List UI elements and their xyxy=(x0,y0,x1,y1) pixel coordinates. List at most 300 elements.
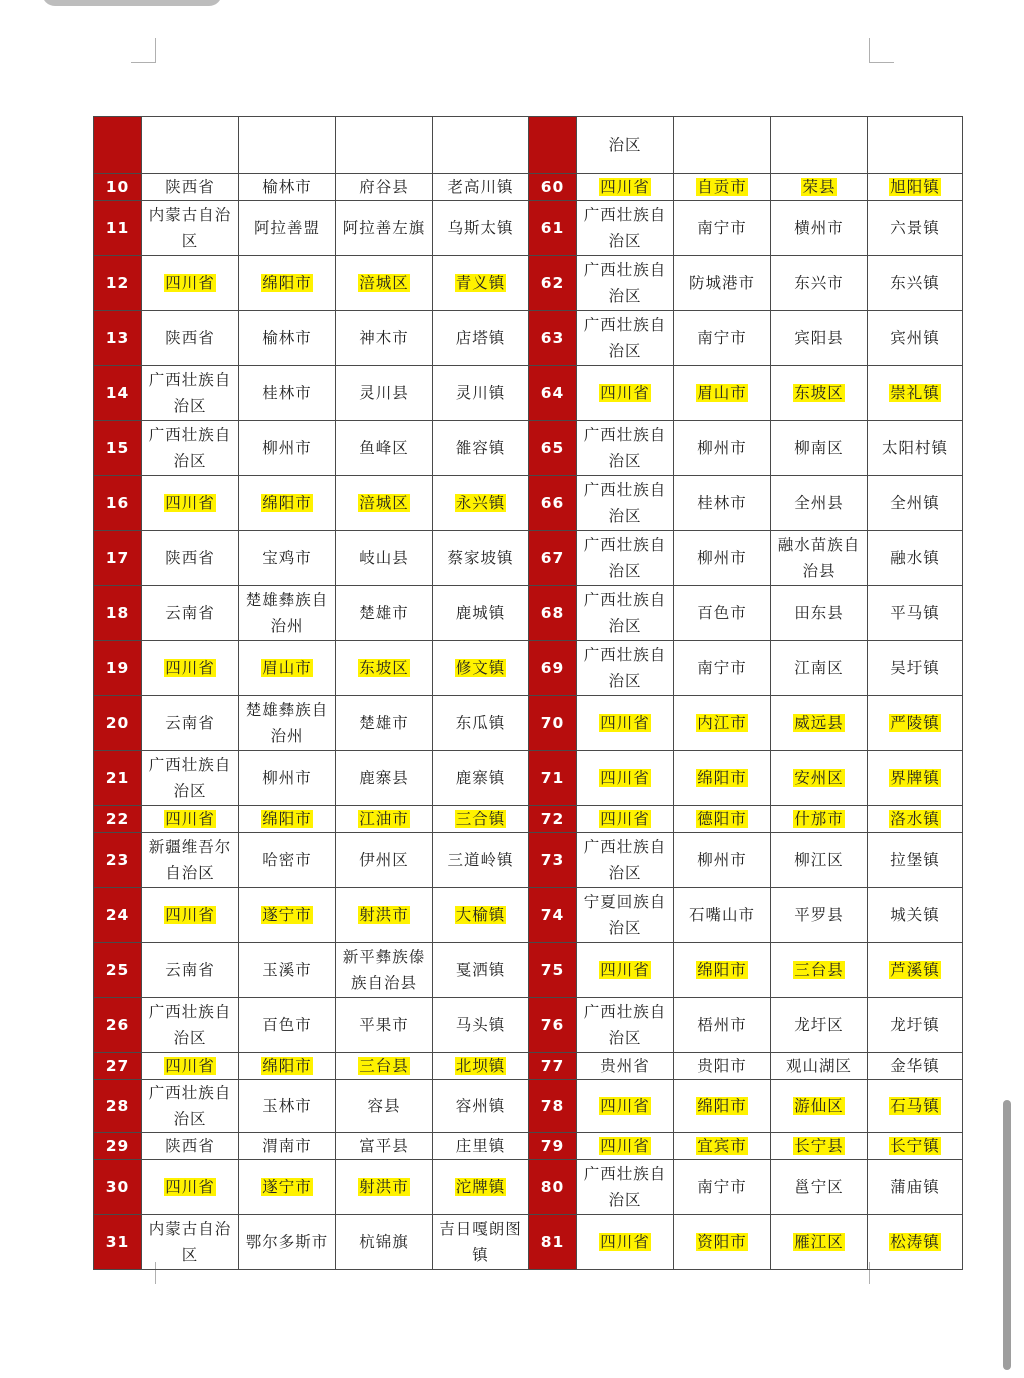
county-cell xyxy=(336,1080,433,1133)
crop-mark-top-right xyxy=(869,38,894,63)
province-text: 内蒙古自治区 xyxy=(148,206,232,250)
county-text: 容县 xyxy=(367,1097,401,1115)
county-text: 灵川县 xyxy=(359,384,409,402)
county-text: 射洪市 xyxy=(359,906,409,924)
county-cell xyxy=(771,311,868,366)
province-text: 广西壮族自治区 xyxy=(583,591,667,635)
province-text: 陕西省 xyxy=(165,178,215,196)
province-cell xyxy=(577,696,674,751)
county-text: 龙圩区 xyxy=(794,1016,844,1034)
city-text: 楚雄彝族自治州 xyxy=(245,701,329,745)
county-cell xyxy=(771,751,868,806)
city-text: 榆林市 xyxy=(262,329,312,347)
table-row xyxy=(94,751,963,806)
county-text: 楚雄市 xyxy=(359,604,409,622)
county-text: 邕宁区 xyxy=(794,1178,844,1196)
town-text: 严陵镇 xyxy=(890,714,940,732)
city-cell xyxy=(239,1080,336,1133)
town-text: 三道岭镇 xyxy=(447,851,514,869)
row-number: 66 xyxy=(529,476,577,531)
row-number: 75 xyxy=(529,943,577,998)
row-number xyxy=(529,117,577,174)
province-cell xyxy=(142,751,239,806)
row-number: 29 xyxy=(94,1133,142,1160)
town-cell xyxy=(868,1080,963,1133)
table-row xyxy=(94,421,963,476)
province-text: 新疆维吾尔自治区 xyxy=(148,838,232,882)
row-number: 68 xyxy=(529,586,577,641)
town-text: 洛水镇 xyxy=(890,810,940,828)
province-cell xyxy=(142,586,239,641)
city-text: 梧州市 xyxy=(697,1016,747,1034)
row-number: 65 xyxy=(529,421,577,476)
county-cell xyxy=(336,998,433,1053)
city-text: 桂林市 xyxy=(697,494,747,512)
table-row xyxy=(94,998,963,1053)
province-cell xyxy=(577,1080,674,1133)
city-cell xyxy=(239,1215,336,1270)
town-cell xyxy=(868,998,963,1053)
province-cell xyxy=(577,888,674,943)
province-cell xyxy=(577,476,674,531)
county-cell xyxy=(336,201,433,256)
city-text: 绵阳市 xyxy=(697,961,747,979)
city-text: 楚雄彝族自治州 xyxy=(245,591,329,635)
county-cell xyxy=(771,833,868,888)
town-text: 北坝镇 xyxy=(455,1057,506,1075)
county-text: 东坡区 xyxy=(359,659,409,677)
town-cell xyxy=(868,751,963,806)
county-text: 全州县 xyxy=(794,494,844,512)
town-cell xyxy=(433,201,529,256)
town-text: 雒容镇 xyxy=(455,439,506,457)
row-number: 70 xyxy=(529,696,577,751)
town-cell xyxy=(433,366,529,421)
city-cell xyxy=(674,586,771,641)
row-number: 17 xyxy=(94,531,142,586)
row-number: 31 xyxy=(94,1215,142,1270)
city-text: 阿拉善盟 xyxy=(253,219,320,237)
town-cell xyxy=(868,943,963,998)
row-number: 13 xyxy=(94,311,142,366)
town-text: 吴圩镇 xyxy=(890,659,940,677)
town-text: 东兴镇 xyxy=(890,274,940,292)
province-text: 陕西省 xyxy=(165,549,215,567)
county-text: 伊州区 xyxy=(359,851,409,869)
city-cell xyxy=(674,201,771,256)
city-cell xyxy=(674,1080,771,1133)
province-text: 四川省 xyxy=(165,906,215,924)
county-text: 三台县 xyxy=(794,961,844,979)
county-text: 观山湖区 xyxy=(785,1057,852,1075)
town-list-table xyxy=(93,116,963,1270)
town-cell xyxy=(868,1133,963,1160)
town-cell xyxy=(433,833,529,888)
table-row xyxy=(94,256,963,311)
row-number: 81 xyxy=(529,1215,577,1270)
row-number: 12 xyxy=(94,256,142,311)
province-text: 四川省 xyxy=(165,274,215,292)
town-cell xyxy=(433,888,529,943)
province-text: 广西壮族自治区 xyxy=(148,426,232,470)
city-cell xyxy=(674,943,771,998)
row-number: 11 xyxy=(94,201,142,256)
city-text: 渭南市 xyxy=(262,1137,312,1155)
province-cell xyxy=(142,806,239,833)
county-text: 三台县 xyxy=(359,1057,409,1075)
city-cell xyxy=(239,311,336,366)
city-cell xyxy=(239,641,336,696)
county-cell xyxy=(771,1215,868,1270)
city-cell xyxy=(239,531,336,586)
province-cell xyxy=(142,366,239,421)
town-cell xyxy=(433,1133,529,1160)
scrollbar[interactable] xyxy=(1003,1100,1011,1370)
city-cell xyxy=(239,833,336,888)
crop-mark-top-left xyxy=(131,38,156,63)
county-cell xyxy=(771,421,868,476)
town-cell xyxy=(433,1160,529,1215)
city-text: 防城港市 xyxy=(688,274,755,292)
county-cell xyxy=(336,696,433,751)
row-number: 78 xyxy=(529,1080,577,1133)
town-cell xyxy=(868,174,963,201)
province-cell xyxy=(142,476,239,531)
county-text: 宾阳县 xyxy=(794,329,844,347)
town-text: 庄里镇 xyxy=(455,1137,506,1155)
province-cell xyxy=(142,531,239,586)
city-cell xyxy=(239,201,336,256)
province-cell xyxy=(577,586,674,641)
row-number: 73 xyxy=(529,833,577,888)
province-text: 广西壮族自治区 xyxy=(148,371,232,415)
top-handle xyxy=(42,0,222,6)
city-text: 绵阳市 xyxy=(697,1097,747,1115)
city-text: 绵阳市 xyxy=(262,274,312,292)
town-cell xyxy=(433,476,529,531)
town-cell xyxy=(433,751,529,806)
county-cell xyxy=(336,311,433,366)
province-cell xyxy=(577,751,674,806)
province-text: 四川省 xyxy=(600,1097,650,1115)
row-number: 10 xyxy=(94,174,142,201)
county-text: 游仙区 xyxy=(794,1097,844,1115)
town-cell xyxy=(433,641,529,696)
city-text: 玉溪市 xyxy=(262,961,312,979)
county-text: 雁江区 xyxy=(794,1233,844,1251)
province-cell xyxy=(577,311,674,366)
city-cell xyxy=(674,1053,771,1080)
province-cell xyxy=(142,888,239,943)
town-text: 界牌镇 xyxy=(890,769,940,787)
province-text: 四川省 xyxy=(600,178,650,196)
city-cell xyxy=(674,806,771,833)
town-cell xyxy=(868,201,963,256)
city-cell xyxy=(674,696,771,751)
county-cell xyxy=(336,366,433,421)
province-text: 陕西省 xyxy=(165,329,215,347)
town-text: 六景镇 xyxy=(890,219,940,237)
town-cell xyxy=(868,117,963,174)
city-cell xyxy=(239,943,336,998)
row-number: 21 xyxy=(94,751,142,806)
county-text: 神木市 xyxy=(359,329,409,347)
province-cell xyxy=(577,256,674,311)
table-row xyxy=(94,1053,963,1080)
town-cell xyxy=(433,943,529,998)
county-cell xyxy=(771,476,868,531)
city-text: 桂林市 xyxy=(262,384,312,402)
town-cell xyxy=(433,421,529,476)
county-cell xyxy=(336,751,433,806)
province-cell xyxy=(577,1133,674,1160)
city-cell xyxy=(674,833,771,888)
town-cell xyxy=(433,117,529,174)
row-number: 15 xyxy=(94,421,142,476)
row-number: 67 xyxy=(529,531,577,586)
row-number: 77 xyxy=(529,1053,577,1080)
province-text: 广西壮族自治区 xyxy=(583,838,667,882)
city-text: 眉山市 xyxy=(697,384,747,402)
row-number: 69 xyxy=(529,641,577,696)
town-cell xyxy=(868,256,963,311)
province-text: 内蒙古自治区 xyxy=(148,1220,232,1264)
town-text: 乌斯太镇 xyxy=(447,219,514,237)
city-cell xyxy=(674,888,771,943)
town-text: 鹿城镇 xyxy=(455,604,506,622)
town-cell xyxy=(433,256,529,311)
county-text: 新平彝族傣族自治县 xyxy=(342,948,426,992)
city-cell xyxy=(239,421,336,476)
city-text: 绵阳市 xyxy=(262,810,312,828)
county-text: 柳江区 xyxy=(794,851,844,869)
city-text: 绵阳市 xyxy=(697,769,747,787)
table-row xyxy=(94,1215,963,1270)
province-cell xyxy=(577,421,674,476)
row-number: 72 xyxy=(529,806,577,833)
province-text: 广西壮族自治区 xyxy=(583,426,667,470)
county-cell xyxy=(771,641,868,696)
town-text: 青义镇 xyxy=(455,274,506,292)
county-text: 岐山县 xyxy=(359,549,409,567)
city-cell xyxy=(674,1160,771,1215)
province-text: 云南省 xyxy=(165,604,215,622)
city-text: 资阳市 xyxy=(697,1233,747,1251)
province-text: 宁夏回族自治区 xyxy=(583,893,667,937)
town-text: 大榆镇 xyxy=(455,906,506,924)
town-cell xyxy=(868,696,963,751)
city-cell xyxy=(239,476,336,531)
town-text: 长宁镇 xyxy=(890,1137,940,1155)
province-cell xyxy=(577,201,674,256)
province-cell xyxy=(142,117,239,174)
row-number: 24 xyxy=(94,888,142,943)
city-text: 柳州市 xyxy=(697,549,747,567)
row-number: 19 xyxy=(94,641,142,696)
city-text: 柳州市 xyxy=(262,439,312,457)
county-text: 楚雄市 xyxy=(359,714,409,732)
county-cell xyxy=(336,1133,433,1160)
town-cell xyxy=(433,311,529,366)
city-cell xyxy=(674,531,771,586)
town-text: 太阳村镇 xyxy=(881,439,948,457)
row-number: 18 xyxy=(94,586,142,641)
town-text: 修文镇 xyxy=(455,659,506,677)
row-number: 16 xyxy=(94,476,142,531)
town-text: 灵川镇 xyxy=(455,384,506,402)
province-text: 云南省 xyxy=(165,961,215,979)
city-text: 柳州市 xyxy=(262,769,312,787)
town-cell xyxy=(868,641,963,696)
county-cell xyxy=(336,256,433,311)
province-text: 四川省 xyxy=(165,1178,215,1196)
town-cell xyxy=(433,1215,529,1270)
county-text: 杭锦旗 xyxy=(359,1233,409,1251)
row-number: 79 xyxy=(529,1133,577,1160)
city-cell xyxy=(239,696,336,751)
row-number: 27 xyxy=(94,1053,142,1080)
city-cell xyxy=(674,1215,771,1270)
county-cell xyxy=(336,641,433,696)
county-text: 荣县 xyxy=(802,178,836,196)
city-text: 石嘴山市 xyxy=(688,906,755,924)
town-text: 旭阳镇 xyxy=(890,178,940,196)
province-cell xyxy=(142,998,239,1053)
county-text: 射洪市 xyxy=(359,1178,409,1196)
county-text: 平罗县 xyxy=(794,906,844,924)
province-cell xyxy=(142,256,239,311)
province-cell xyxy=(577,174,674,201)
town-text: 戛洒镇 xyxy=(455,961,506,979)
province-cell xyxy=(577,641,674,696)
county-cell xyxy=(336,421,433,476)
city-cell xyxy=(674,641,771,696)
county-cell xyxy=(771,943,868,998)
city-text: 南宁市 xyxy=(697,219,747,237)
province-text: 广西壮族自治区 xyxy=(583,1003,667,1047)
city-text: 德阳市 xyxy=(697,810,747,828)
town-text: 三合镇 xyxy=(455,810,506,828)
province-text: 四川省 xyxy=(600,1137,650,1155)
row-number: 61 xyxy=(529,201,577,256)
town-cell xyxy=(433,174,529,201)
county-cell xyxy=(771,174,868,201)
city-cell xyxy=(674,174,771,201)
town-cell xyxy=(433,586,529,641)
province-cell xyxy=(577,806,674,833)
town-text: 石马镇 xyxy=(890,1097,940,1115)
county-text: 田东县 xyxy=(794,604,844,622)
county-text: 融水苗族自治县 xyxy=(777,536,861,580)
town-cell xyxy=(868,311,963,366)
county-text: 江油市 xyxy=(359,810,409,828)
town-cell xyxy=(433,696,529,751)
row-number: 80 xyxy=(529,1160,577,1215)
province-cell xyxy=(142,201,239,256)
table-row xyxy=(94,201,963,256)
town-text: 融水镇 xyxy=(890,549,940,567)
province-text: 四川省 xyxy=(165,810,215,828)
table-row xyxy=(94,888,963,943)
city-text: 自贡市 xyxy=(697,178,747,196)
province-cell xyxy=(142,1080,239,1133)
town-text: 龙圩镇 xyxy=(890,1016,940,1034)
province-cell xyxy=(577,943,674,998)
town-text: 蔡家坡镇 xyxy=(447,549,514,567)
town-cell xyxy=(868,476,963,531)
county-cell xyxy=(771,1133,868,1160)
city-text: 遂宁市 xyxy=(262,1178,312,1196)
county-cell xyxy=(771,806,868,833)
county-cell xyxy=(336,531,433,586)
town-text: 金华镇 xyxy=(890,1057,940,1075)
table-row xyxy=(94,1160,963,1215)
province-cell xyxy=(577,531,674,586)
province-cell xyxy=(142,943,239,998)
city-cell xyxy=(674,998,771,1053)
county-cell xyxy=(771,586,868,641)
city-text: 百色市 xyxy=(697,604,747,622)
province-cell xyxy=(142,421,239,476)
town-cell xyxy=(433,1053,529,1080)
row-number: 64 xyxy=(529,366,577,421)
city-text: 柳州市 xyxy=(697,851,747,869)
city-text: 绵阳市 xyxy=(262,1057,312,1075)
city-text: 玉林市 xyxy=(262,1097,312,1115)
city-cell xyxy=(239,1160,336,1215)
county-cell xyxy=(771,366,868,421)
county-text: 阿拉善左旗 xyxy=(342,219,426,237)
city-cell xyxy=(674,366,771,421)
city-cell xyxy=(239,117,336,174)
town-cell xyxy=(868,1053,963,1080)
table-row xyxy=(94,117,963,174)
row-number: 76 xyxy=(529,998,577,1053)
province-text: 广西壮族自治区 xyxy=(583,261,667,305)
city-cell xyxy=(239,1133,336,1160)
county-cell xyxy=(336,833,433,888)
county-cell xyxy=(771,998,868,1053)
county-cell xyxy=(771,1080,868,1133)
town-cell xyxy=(868,806,963,833)
town-cell xyxy=(433,806,529,833)
city-text: 眉山市 xyxy=(262,659,312,677)
town-text: 马头镇 xyxy=(455,1016,506,1034)
province-text: 四川省 xyxy=(600,810,650,828)
province-text: 四川省 xyxy=(600,769,650,787)
town-text: 沱牌镇 xyxy=(455,1178,506,1196)
town-cell xyxy=(433,1080,529,1133)
province-cell xyxy=(142,1215,239,1270)
county-text: 富平县 xyxy=(359,1137,409,1155)
table-row xyxy=(94,531,963,586)
town-text: 鹿寨镇 xyxy=(455,769,506,787)
town-text: 崇礼镇 xyxy=(890,384,940,402)
row-number xyxy=(94,117,142,174)
county-text: 鱼峰区 xyxy=(359,439,409,457)
row-number: 14 xyxy=(94,366,142,421)
province-cell xyxy=(142,641,239,696)
county-text: 安州区 xyxy=(794,769,844,787)
town-text: 宾州镇 xyxy=(890,329,940,347)
province-cell xyxy=(577,998,674,1053)
county-cell xyxy=(771,696,868,751)
county-cell xyxy=(336,476,433,531)
table-row xyxy=(94,1133,963,1160)
county-text: 涪城区 xyxy=(359,274,409,292)
province-text: 四川省 xyxy=(165,659,215,677)
row-number: 30 xyxy=(94,1160,142,1215)
